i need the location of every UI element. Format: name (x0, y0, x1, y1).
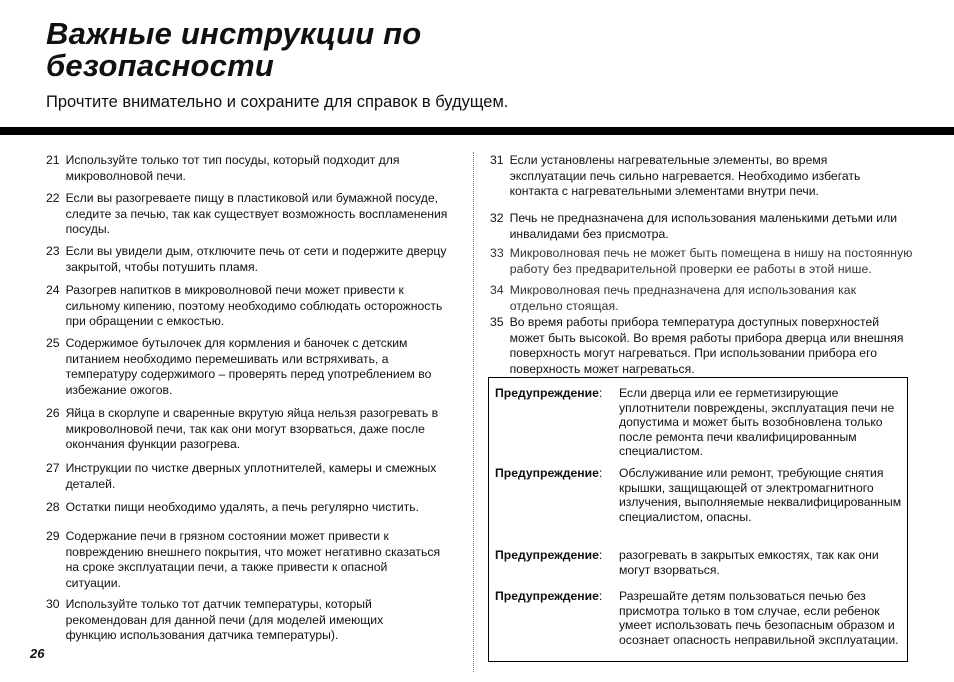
item-number: 34 (490, 283, 504, 297)
item-text: Микроволновая печь предназначена для использования как отдельно стоящая. (509, 283, 857, 313)
item-text: Используйте только тот датчик температуры, который рекомендован для данной печи (для моделей имеющих функцию использования датчика температуры). (65, 597, 384, 642)
item-number: 30 (46, 597, 60, 611)
item-text: Содержимое бутылочек для кормления и баночек с детским питанием необходимо перемешивать или встряхивать, а температуру содержимого – проверять перед употреблением во избежание ожогов. (65, 336, 432, 397)
list-item (46, 283, 451, 330)
list-item (46, 461, 446, 492)
warning-text: Если дверца или ее герметизирующие уплотнители повреждены, эксплуатация печи не допустима и может быть возобновлена только после ремонта печи квалифицированным специалистом. (619, 386, 895, 458)
warning-item (495, 589, 907, 647)
item-number: 29 (46, 529, 60, 543)
list-item (46, 500, 466, 516)
item-text: Содержание печи в грязном состоянии может привести к повреждению внешнего покрытия, что может негативно сказаться на сроке эксплуатации печи, а также привести к опасной ситуации. (65, 529, 441, 590)
warning-label: Предупреждение: (495, 466, 603, 480)
item-text: Используйте только тот тип посуды, который подходит для микроволновой печи. (65, 153, 400, 183)
list-item (46, 597, 421, 644)
item-text: Инструкции по чистке дверных уплотнителей, камеры и смежных деталей. (65, 461, 437, 491)
title-line-2: безопасности (46, 48, 274, 83)
item-text: Если вы разогреваете пищу в пластиковой или бумажной посуде, следите за печью, так как существует возможность воспламенения посуды. (65, 191, 448, 236)
page-number: 26 (30, 646, 45, 661)
item-text: Остатки пищи необходимо удалять, а печь регулярно чистить. (65, 500, 420, 514)
item-number: 23 (46, 244, 60, 258)
item-number: 31 (490, 153, 504, 167)
title-line-1: Важные инструкции по (46, 16, 422, 51)
list-item (490, 211, 910, 242)
warning-item (495, 386, 907, 459)
item-number: 22 (46, 191, 60, 205)
item-number: 21 (46, 153, 60, 167)
item-text: Микроволновая печь не может быть помещена в нишу на постоянную работу без предварительной проверки ее работы в этой нише. (509, 246, 913, 276)
item-text: Печь не предназначена для использования маленькими детьми или инвалидами без присмотра. (509, 211, 898, 241)
item-text: Если установлены нагревательные элементы, во время эксплуатации печь сильно нагревается. Необходимо избегать контакта с нагревательными элементами внутри печи. (509, 153, 861, 198)
warning-text: Разрешайте детям пользоваться печью без присмотра только в том случае, если ребенок умеет использовать печь безопасным образом и осознает опасность неправильной эксплуатации. (619, 589, 899, 647)
list-item (46, 244, 451, 275)
list-item (46, 406, 466, 453)
item-number: 25 (46, 336, 60, 350)
list-item (490, 153, 890, 200)
list-item (490, 283, 860, 314)
warning-text: Обслуживание или ремонт, требующие снятия крышки, защищающей от электромагнитного излучения, выполняемые неквалифицированным специалистом, опасны. (619, 466, 902, 524)
item-number: 33 (490, 246, 504, 260)
list-item (490, 246, 930, 277)
warning-item (495, 548, 907, 577)
list-item (46, 191, 451, 238)
list-item (46, 336, 461, 398)
list-item (46, 529, 441, 591)
item-text: Во время работы прибора температура доступных поверхностей может быть высокой. Во время работы прибора дверца или внешняя поверхность могут нагреваться. При использовании прибора его поверхность может нагреваться. (509, 315, 904, 376)
column-divider (473, 152, 475, 672)
item-text: Если вы увидели дым, отключите печь от сети и подержите дверцу закрытой, чтобы потушить пламя. (65, 244, 447, 274)
warning-item (495, 466, 907, 524)
list-item (46, 153, 446, 184)
page-subtitle: Прочтите внимательно и сохраните для справок в будущем. (46, 93, 509, 111)
list-item (490, 315, 910, 377)
item-text: Яйца в скорлупе и сваренные вкрутую яйца нельзя разогревать в микроволновой печи, так как они могут взорваться, даже после окончания функции разогрева. (65, 406, 439, 451)
page-title (46, 18, 566, 82)
item-number: 24 (46, 283, 60, 297)
item-number: 35 (490, 315, 504, 329)
warnings-box (488, 377, 908, 662)
header-rule (0, 127, 954, 135)
item-number: 32 (490, 211, 504, 225)
warning-text: разогревать в закрытых емкостях, так как они могут взорваться. (619, 548, 879, 577)
warning-label: Предупреждение: (495, 386, 603, 400)
item-number: 28 (46, 500, 60, 514)
warning-label: Предупреждение: (495, 589, 603, 603)
item-number: 27 (46, 461, 60, 475)
item-number: 26 (46, 406, 60, 420)
warning-label: Предупреждение: (495, 548, 603, 562)
item-text: Разогрев напитков в микроволновой печи может привести к сильному кипению, поэтому необходимо соблюдать осторожность при обращении с емкостью. (65, 283, 443, 328)
